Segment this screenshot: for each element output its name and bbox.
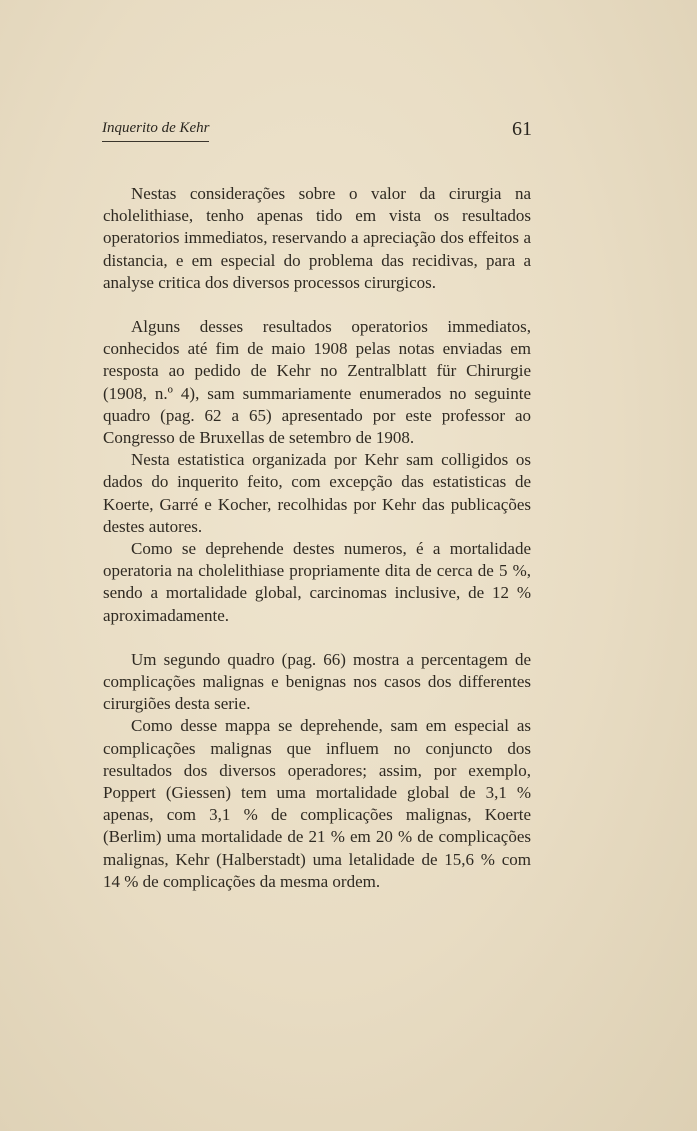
running-title: Inquerito de Kehr: [102, 120, 209, 142]
paragraph: Nestas considerações sobre o valor da cirurgia na cholelithiase, tenho apenas tido em vista os resultados operatorios immediatos, reservando a apreciação dos effeitos a distancia, e em especial do problema das recidivas, para a analyse critica dos diversos processos cirurgicos.: [103, 184, 531, 292]
paragraph: Alguns desses resultados operatorios immediatos, conhecidos até fim de maio 1908 pelas notas enviadas em resposta ao pedido de Kehr no Zentralblatt für Chirurgie (1908, n.º 4), sam summariamente enumerados no seguinte quadro (pag. 62 a 65) apresentado por este professor ao Congresso de Bruxellas de setembro de 1908.: [103, 317, 531, 448]
paragraph: Nesta estatistica organizada por Kehr sam colligidos os dados do inquerito feito, com excepção das estatisticas de Koerte, Garré e Kocher, recolhidas por Kehr das publicações destes autores.: [103, 450, 531, 536]
paragraph: Como se deprehende destes numeros, é a mortalidade operatoria na cholelithiase propriamente dita de cerca de 5 %, sendo a mortalidade global, carcinomas inclusive, de 12 % aproximadamente.: [103, 539, 531, 625]
paragraph: Como desse mappa se deprehende, sam em especial as complicações malignas que influem no conjuncto dos resultados dos diversos operadores; assim, por exemplo, Poppert (Giessen) tem uma mortalidade global de 3,1 % apenas, com 3,1 % de complicações malignas, Koerte (Berlim) uma mortalidade de 21 % em 20 % de complicações malignas, Kehr (Halberstadt) uma letalidade de 15,6 % com 14 % de complicações da mesma ordem.: [103, 716, 531, 891]
page-number: 61: [512, 118, 532, 140]
page-header: [102, 118, 532, 148]
paragraph: Um segundo quadro (pag. 66) mostra a percentagem de complicações malignas e benignas nos casos dos differentes cirurgiões desta serie.: [103, 649, 531, 714]
body-text: [103, 183, 531, 893]
